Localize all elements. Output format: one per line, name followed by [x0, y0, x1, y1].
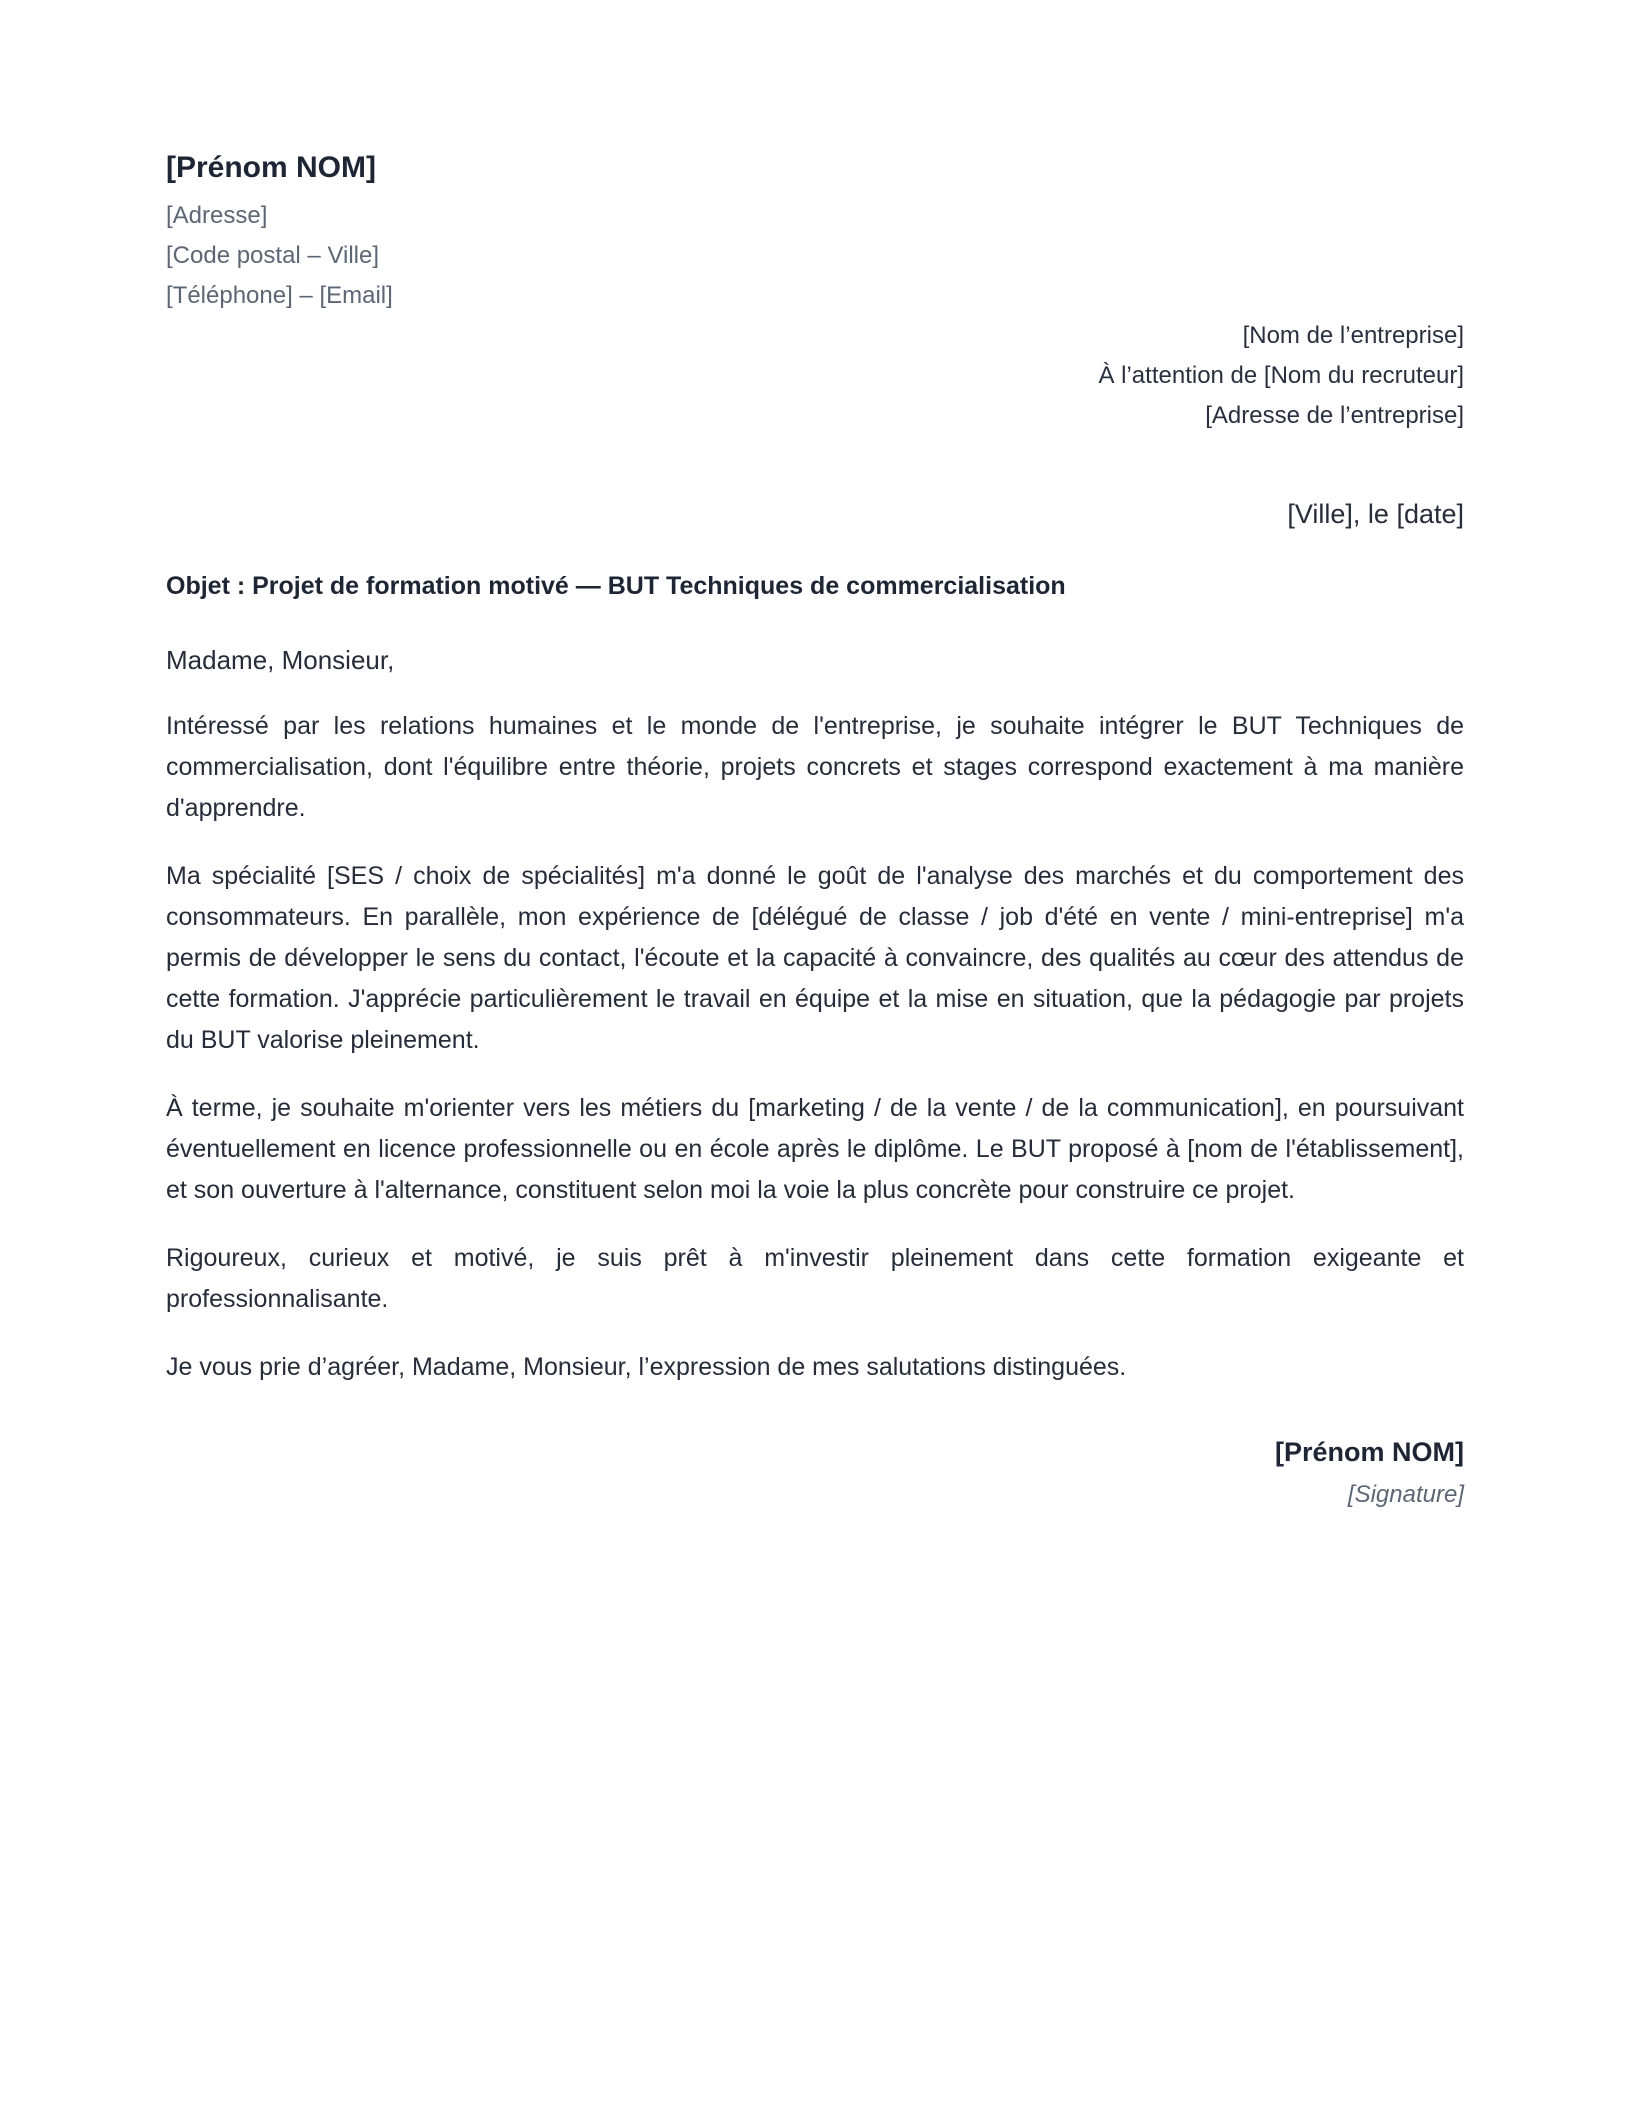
signature-block	[166, 1432, 1464, 1518]
sender-city: [Code postal – Ville]	[166, 242, 380, 269]
letter-closing: Je vous prie d’agréer, Madame, Monsieur, l’expression de mes salutations distinguées.	[166, 1353, 1127, 1381]
letter-page	[166, 150, 1464, 1518]
letter-body	[166, 706, 1464, 1320]
recipient-attention: À l’attention de [Nom du recruteur]	[1098, 362, 1464, 389]
sender-name: [Prénom NOM]	[166, 151, 376, 184]
letter-subject: Objet : Projet de formation motivé — BUT Techniques de commercialisation	[166, 572, 1066, 600]
sender-address: [Adresse]	[166, 202, 268, 229]
recipient-company: [Nom de l’entreprise]	[1242, 322, 1464, 349]
body-paragraph-3: À terme, je souhaite m'orienter vers les métiers du [marketing / de la vente / de la communication], en poursuivant éventuellement en licence professionnelle ou en école après le diplôme. Le BUT proposé à [nom de l'établissement], et son ouverture à l'alternance, constituent selon moi la voie la plus concrète pour construire ce projet.	[166, 1094, 1464, 1204]
signature-label: [Signature]	[1347, 1481, 1464, 1508]
recipient-address: [Adresse de l’entreprise]	[1205, 402, 1464, 429]
signature-name: [Prénom NOM]	[1275, 1437, 1464, 1467]
body-paragraph-2: Ma spécialité [SES / choix de spécialités] m'a donné le goût de l'analyse des marchés et du comportement des consommateurs. En parallèle, mon expérience de [délégué de classe / job d'été en vente / mini-entreprise] m'a permis de développer le sens du contact, l'écoute et la capacité à convaincre, des qualités au cœur des attendus de cette formation. J'apprécie particulièrement le travail en équipe et la mise en situation, que la pédagogie par projets du BUT valorise pleinement.	[166, 862, 1464, 1054]
letter-salutation: Madame, Monsieur,	[166, 645, 395, 675]
recipient-block	[166, 316, 1464, 436]
letter-date: [Ville], le [date]	[1287, 499, 1464, 529]
sender-block	[166, 150, 1464, 316]
body-paragraph-4: Rigoureux, curieux et motivé, je suis prêt à m'investir pleinement dans cette formation exigeante et professionnalisante.	[166, 1244, 1464, 1313]
sender-contact: [Téléphone] – [Email]	[166, 282, 393, 309]
body-paragraph-1: Intéressé par les relations humaines et le monde de l'entreprise, je souhaite intégrer le BUT Techniques de commercialisation, dont l'équilibre entre théorie, projets concrets et stages correspond exactement à ma manière d'apprendre.	[166, 712, 1464, 822]
